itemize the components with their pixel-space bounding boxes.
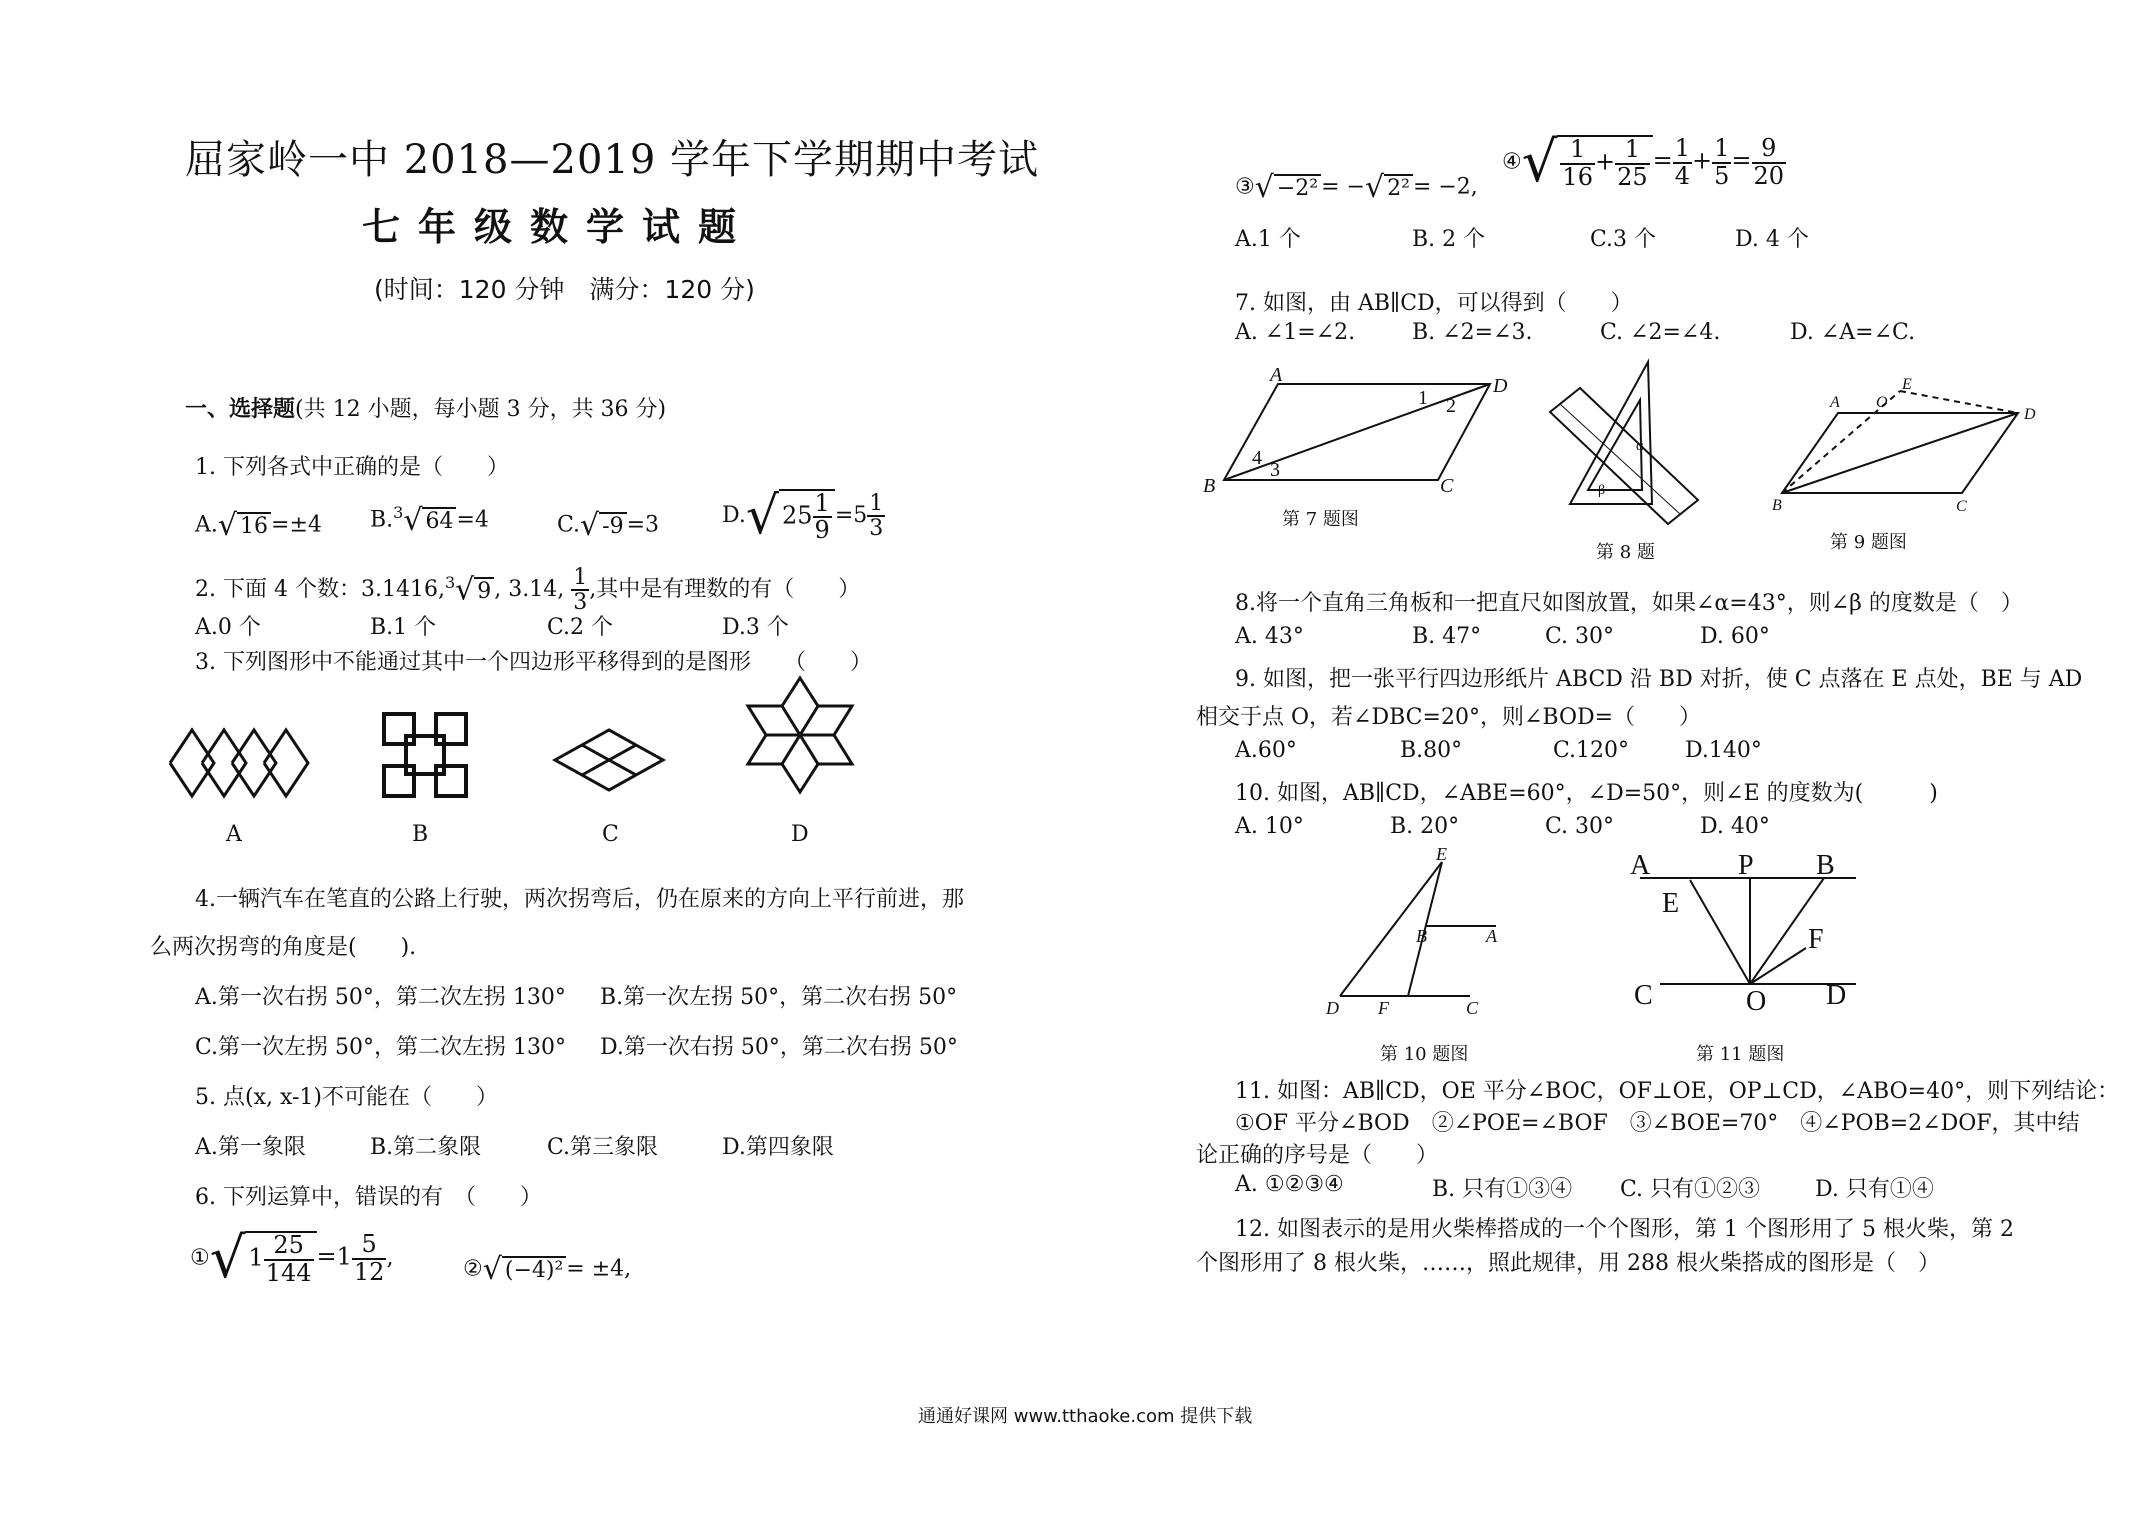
q2-num: 1	[573, 565, 588, 590]
q5-option-c: C.第三象限	[547, 1135, 659, 1160]
q6-expr-4	[1502, 130, 1786, 195]
q11-stem-line1: 11. 如图：AB∥CD，OE 平分∠BOC，OF⊥OE，OP⊥CD，∠ABO=40°，则下列结论：	[1235, 1079, 2120, 1104]
q11-label-f: F	[1808, 924, 1824, 955]
q5-stem: 5. 点(x, x-1)不可能在（ ）	[195, 1085, 498, 1110]
q1-b-radicand: 64	[422, 507, 456, 534]
q9-label-b: B	[1772, 497, 1782, 514]
q11-stem-line2: ①OF 平分∠BOD ②∠POE=∠BOF ③∠BOE=70° ④∠POB=2∠DOF，其中结	[1235, 1111, 2080, 1136]
q4-option-a: A.第一次右拐 50°，第二次左拐 130°	[195, 985, 566, 1010]
q6-stem: 6. 下列运算中，错误的有 （ ）	[195, 1185, 542, 1210]
q9-label-o: O	[1876, 394, 1888, 411]
q6-e4-d4: 5	[1714, 161, 1730, 190]
q7-figure-caption: 第 7 题图	[1282, 509, 1359, 530]
q6-e2-radicand: (−4)²	[502, 1256, 566, 1283]
q11-option-d: D. 只有①④	[1815, 1177, 1934, 1202]
q12-stem-line1: 12. 如图表示的是用火柴棒搭成的一个个图形，第 1 个图形用了 5 根火柴，第 2	[1235, 1217, 2014, 1242]
q6-e3-radicand-1: −2²	[1274, 174, 1321, 201]
q6-e4-d1: 16	[1562, 162, 1593, 191]
q11-label-c: C	[1634, 980, 1653, 1011]
q6-option-d: D. 4 个	[1735, 227, 1809, 252]
q2-stem-c: ,其中是有理数的有（ ）	[589, 577, 861, 603]
q6-e3-mark: ③	[1235, 174, 1255, 200]
q7-option-b: B. ∠2=∠3.	[1412, 320, 1533, 345]
q3-label-a: A	[226, 822, 242, 847]
q1-d-label: D.	[722, 503, 746, 528]
q1-a-tail: =±4	[271, 512, 322, 538]
q9-figure	[1770, 375, 2050, 515]
q8-option-a: A. 43°	[1235, 624, 1304, 649]
q6-e2-tail: = ±4,	[566, 1256, 632, 1282]
q1-d-num: 1	[814, 488, 830, 517]
radical-sign: √	[455, 572, 475, 608]
q6-e4-plus: +	[1594, 148, 1616, 176]
q1-b-tail: =4	[456, 507, 489, 533]
q2-den: 3	[573, 590, 588, 616]
q10-option-c: C. 30°	[1545, 814, 1615, 839]
q7-label-3: 3	[1270, 459, 1280, 481]
q6-e1-mark: ①	[190, 1245, 210, 1271]
q6-e4-n5: 9	[1752, 136, 1787, 163]
q9-label-c: C	[1956, 498, 1967, 515]
q6-e4-d2: 25	[1617, 162, 1648, 191]
q11-figure-caption: 第 11 题图	[1696, 1044, 1785, 1065]
q6-e4-d5: 20	[1753, 161, 1785, 190]
q6-option-c: C.3 个	[1590, 227, 1657, 252]
q4-option-b: B.第一次左拐 50°，第二次右拐 50°	[600, 985, 958, 1010]
q2-option-d: D.3 个	[722, 615, 789, 640]
q7-label-1: 1	[1418, 387, 1428, 409]
q2-option-c: C.2 个	[547, 615, 614, 640]
q6-e4-mark: ④	[1502, 149, 1522, 175]
q7-label-c: C	[1440, 475, 1454, 497]
section-note: (共 12 小题，每小题 3 分，共 36 分)	[295, 397, 667, 422]
radical-sign: √	[580, 508, 600, 543]
q9-label-e: E	[1902, 376, 1912, 393]
q6-e4-d3: 4	[1674, 161, 1691, 190]
q3-figure-a	[168, 728, 308, 798]
q7-label-2: 2	[1446, 395, 1456, 417]
q10-label-e: E	[1436, 844, 1447, 864]
q10-option-d: D. 40°	[1700, 814, 1770, 839]
q6-e1-tail: ,	[386, 1245, 394, 1271]
q7-stem: 7. 如图，由 AB∥CD，可以得到（ ）	[1235, 291, 1633, 316]
radical-sign: √	[217, 508, 238, 543]
q1-c-tail: =3	[626, 512, 660, 538]
q1-d-whole: 25	[782, 501, 813, 530]
q6-option-a: A.1 个	[1235, 227, 1301, 252]
q6-e3-radicand-2: 2²	[1384, 174, 1413, 201]
q5-option-b: B.第二象限	[370, 1135, 482, 1160]
q2-stem	[195, 566, 860, 614]
q6-e4-n2: 1	[1615, 137, 1650, 164]
q10-figure	[1320, 844, 1510, 1018]
q3-figure-b	[382, 712, 468, 798]
q7-label-b: B	[1203, 475, 1216, 497]
q1-d-den: 9	[814, 516, 830, 544]
q8-stem: 8.将一个直角三角板和一把直尺如图放置，如果∠α=43°，则∠β 的度数是（ ）	[1235, 591, 2023, 616]
radical-sign: √	[1364, 170, 1385, 205]
q3-stem: 3. 下列图形中不能通过其中一个四边形平移得到的是图形 （ ）	[195, 650, 872, 675]
q9-stem-line2: 相交于点 O，若∠DBC=20°，则∠BOD=（ ）	[1196, 705, 1702, 730]
q6-expr-1	[190, 1226, 393, 1291]
q1-option-b	[370, 503, 489, 538]
q7-label-4: 4	[1252, 447, 1262, 469]
q6-expr-3	[1235, 170, 1478, 205]
q2-option-a: A.0 个	[195, 615, 261, 640]
q11-figure	[1630, 848, 1870, 1028]
q5-option-a: A.第一象限	[195, 1135, 306, 1160]
q1-option-c	[557, 508, 659, 543]
q6-e4-eq2: =	[1731, 146, 1752, 175]
q11-label-p: P	[1738, 850, 1754, 881]
q1-c-radicand: -9	[599, 512, 626, 539]
q10-label-a: A	[1486, 926, 1497, 946]
q6-e1-rnum: 5	[352, 1232, 387, 1259]
q4-stem-line2: 么两次拐弯的角度是( ).	[150, 935, 417, 960]
q8-option-b: B. 47°	[1412, 624, 1482, 649]
q6-e4-plus2: +	[1692, 146, 1713, 175]
q10-stem: 10. 如图，AB∥CD，∠ABE=60°，∠D=50°，则∠E 的度数为( )	[1235, 781, 1938, 806]
exam-title: 屈家岭一中 2018—2019 学年下学期期中考试	[185, 137, 1040, 183]
q3-label-c: C	[602, 822, 619, 847]
q1-option-a	[195, 508, 322, 543]
q11-option-a: A. ①②③④	[1235, 1172, 1344, 1197]
q6-expr-2	[463, 1252, 631, 1287]
footer-source: 通通好课网 www.tthaoke.com 提供下载	[918, 1406, 1253, 1427]
radical-sign: √	[482, 1252, 502, 1287]
q2-radicand: 9	[474, 577, 494, 604]
q8-figure	[1530, 360, 1710, 530]
q6-e3-tail: = −2,	[1412, 174, 1478, 200]
q1-stem: 1. 下列各式中正确的是（ ）	[195, 455, 509, 480]
q6-e1-whole: 1	[248, 1244, 264, 1272]
q2-stem-b: , 3.14,	[494, 577, 565, 603]
q11-stem-line3: 论正确的序号是（ ）	[1196, 1143, 1439, 1168]
q11-option-c: C. 只有①②③	[1620, 1177, 1761, 1202]
q6-e1-num: 25	[264, 1233, 314, 1260]
radical-sign: √	[1521, 130, 1558, 195]
q7-label-d: D	[1493, 375, 1508, 397]
q7-option-d: D. ∠A=∠C.	[1790, 320, 1916, 345]
section-heading	[185, 392, 666, 423]
q8-label-beta: β	[1598, 483, 1606, 498]
q1-d-rnum: 1	[869, 490, 884, 516]
q1-c-label: C.	[557, 512, 581, 538]
q6-e1-eq: =1	[316, 1242, 352, 1271]
q10-label-d: D	[1326, 998, 1339, 1018]
q10-option-a: A. 10°	[1235, 814, 1304, 839]
q10-label-b: B	[1416, 926, 1427, 946]
q7-option-a: A. ∠1=∠2.	[1235, 320, 1356, 345]
exam-time-info: (时间：120 分钟 满分：120 分)	[374, 275, 755, 304]
q9-option-b: B.80°	[1400, 738, 1463, 763]
q8-option-d: D. 60°	[1700, 624, 1770, 649]
q9-label-d: D	[2024, 406, 2036, 423]
q9-option-c: C.120°	[1553, 738, 1630, 763]
q6-e1-den: 144	[265, 1258, 312, 1287]
q1-b-index: 3	[393, 503, 404, 523]
q2-stem-a: 2. 下面 4 个数：3.1416,	[195, 577, 445, 603]
q3-figure-c	[553, 728, 665, 792]
q1-b-label: B.	[370, 507, 394, 533]
q6-e4-n4: 1	[1714, 134, 1730, 163]
q10-option-b: B. 20°	[1390, 814, 1460, 839]
exam-subtitle: 七年级数学试题	[362, 204, 755, 249]
q6-e4-n1: 1	[1560, 137, 1595, 164]
q7-option-c: C. ∠2=∠4.	[1600, 320, 1721, 345]
q10-label-c: C	[1466, 998, 1479, 1018]
q4-option-c: C.第一次左拐 50°，第二次左拐 130°	[195, 1035, 567, 1060]
q10-label-f: F	[1378, 998, 1389, 1018]
q6-e2-mark: ②	[463, 1256, 483, 1282]
q1-d-rden: 3	[869, 516, 884, 541]
q8-figure-caption: 第 8 题	[1596, 542, 1655, 563]
q11-option-b: B. 只有①③④	[1432, 1177, 1573, 1202]
q7-figure	[1200, 364, 1510, 498]
q6-e4-n3: 1	[1674, 134, 1691, 163]
q11-label-a: A	[1630, 850, 1651, 881]
q4-stem-line1: 4.一辆汽车在笔直的公路上行驶，两次拐弯后，仍在原来的方向上平行前进，那	[195, 887, 964, 912]
q7-label-a: A	[1270, 364, 1283, 386]
q5-option-d: D.第四象限	[722, 1135, 834, 1160]
q3-figure-d	[748, 676, 852, 794]
q9-option-d: D.140°	[1685, 738, 1762, 763]
radical-sign: √	[403, 503, 423, 538]
q8-label-alpha: α	[1636, 439, 1644, 454]
radical-sign: √	[209, 1226, 246, 1291]
q1-option-d	[722, 486, 885, 546]
q8-option-c: C. 30°	[1545, 624, 1615, 649]
q12-stem-line2: 个图形用了 8 根火柴，……，照此规律，用 288 根火柴搭成的图形是（ ）	[1196, 1251, 1940, 1276]
q11-label-b: B	[1816, 850, 1835, 881]
q6-option-b: B. 2 个	[1412, 227, 1486, 252]
q6-e1-rden: 12	[353, 1257, 385, 1286]
q11-label-d: D	[1826, 980, 1847, 1011]
q9-option-a: A.60°	[1235, 738, 1297, 763]
q2-option-b: B.1 个	[370, 615, 437, 640]
q11-label-e: E	[1662, 888, 1680, 919]
radical-sign: √	[1254, 170, 1274, 205]
q3-label-d: D	[791, 822, 809, 847]
q9-figure-caption: 第 9 题图	[1830, 532, 1907, 553]
q1-a-radicand: 16	[237, 512, 271, 539]
q1-a-label: A.	[195, 512, 218, 538]
q9-label-a: A	[1830, 394, 1840, 411]
q6-e3-mid: = −	[1321, 174, 1365, 200]
q10-figure-caption: 第 10 题图	[1380, 1044, 1469, 1065]
q1-d-eq: =5	[834, 503, 868, 528]
q2-index: 3	[444, 572, 456, 592]
q11-label-o: O	[1746, 986, 1767, 1017]
radical-sign: √	[745, 486, 779, 546]
q6-e4-eq: =	[1652, 146, 1673, 175]
q9-stem-line1: 9. 如图，把一张平行四边形纸片 ABCD 沿 BD 对折，使 C 点落在 E 点处，BE 与 AD	[1235, 667, 2083, 692]
section-title: 一、选择题	[185, 396, 296, 422]
q4-option-d: D.第一次右拐 50°，第二次右拐 50°	[600, 1035, 958, 1060]
q3-label-b: B	[412, 822, 429, 847]
